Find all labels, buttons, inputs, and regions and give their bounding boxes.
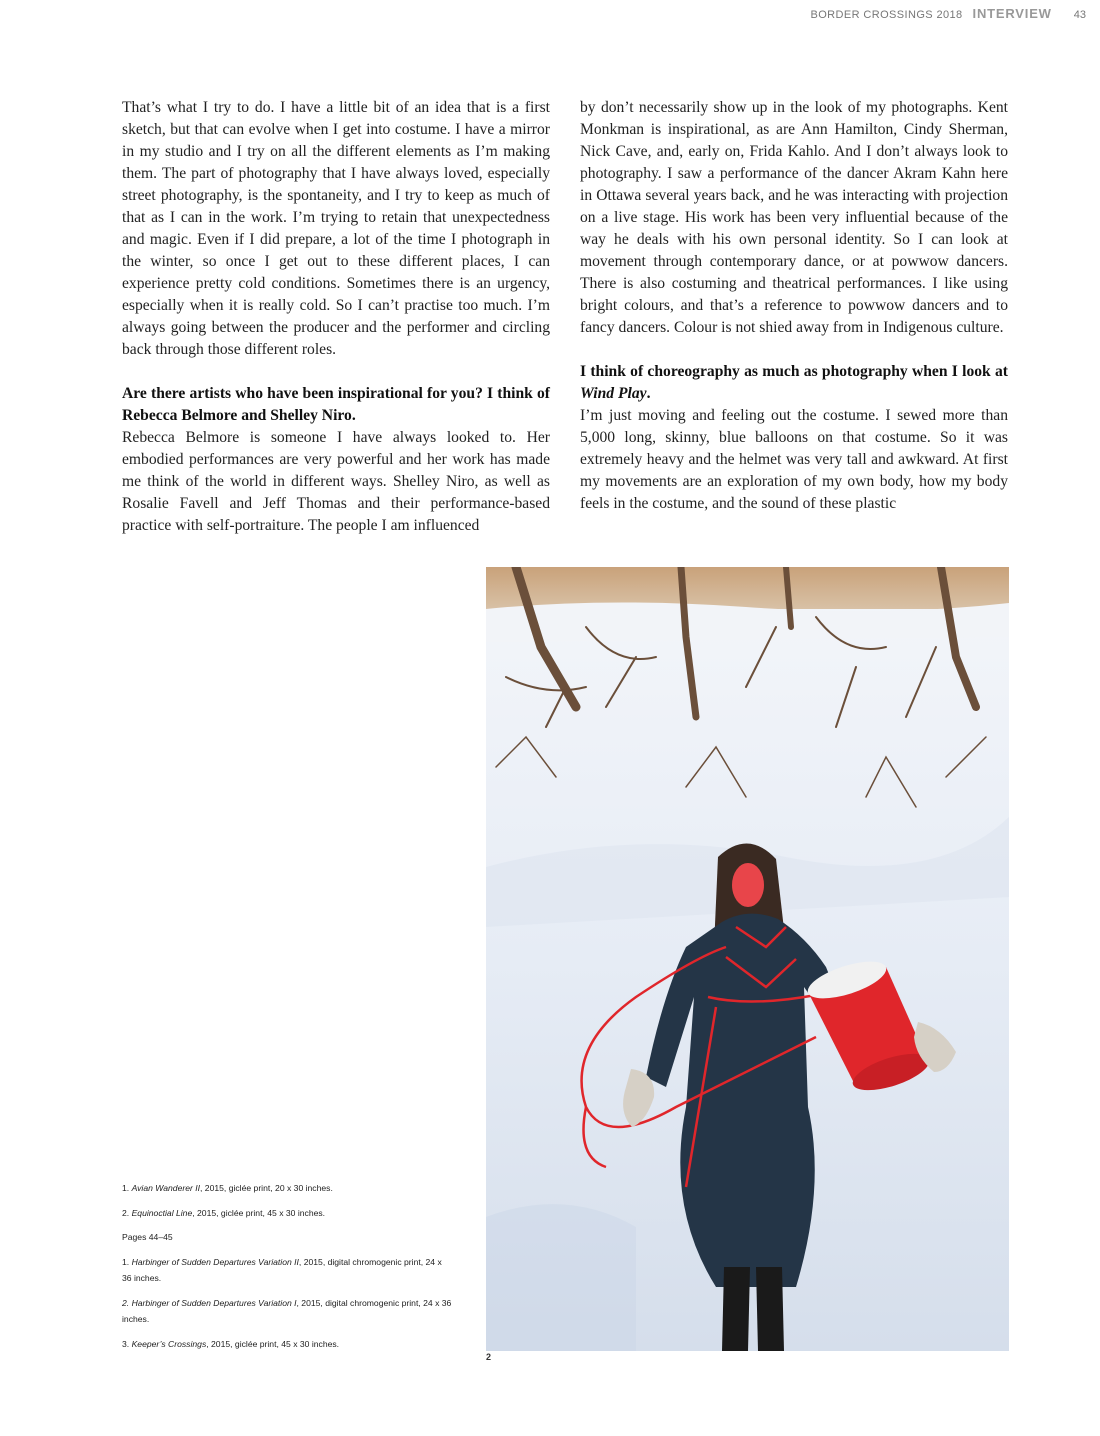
running-header — [810, 6, 1086, 21]
caption — [122, 1180, 452, 1197]
caption-details: , 2015, giclée print, 20 x 30 inches. — [200, 1183, 333, 1193]
question-paragraph — [580, 361, 1008, 405]
caption — [122, 1205, 452, 1222]
caption-prefix: 2. — [122, 1207, 132, 1218]
caption-prefix: 1. — [122, 1183, 132, 1193]
right-text-column — [580, 97, 1008, 515]
answer-paragraph: by don’t necessarily show up in the look of my photographs. Kent Monkman is inspirational, as are Ann Hamilton, Cindy Sherman, Nick Cave, and, early on, Frida Kahlo. And I don’t always look to photography. I saw a performance of the dancer Akram Kahn here in Ottawa several years back, and he was interacting with projection on a live stage. His work has been very influential because of the way he deals with his own personal identity. So I can look at movement through contemporary dance, or at powwow dancers. There is also costuming and theatrical performances. I like using bright colours, and that’s a reference to powwow dancers and to fancy dancers. Colour is not shied away from in Indigenous culture. — [580, 99, 1008, 336]
caption — [122, 1254, 452, 1287]
publication-name: BORDER CROSSINGS 2018 — [810, 9, 963, 21]
figure-number: 2 — [486, 1352, 492, 1362]
caption-details: Pages 44–45 — [122, 1232, 173, 1242]
photo-illustration — [486, 567, 1009, 1351]
caption-prefix: 2. — [122, 1297, 132, 1308]
artwork-title: Wind Play — [580, 385, 647, 402]
caption-details: , 2015, digital chromogenic print, 24 x 36 inches. — [122, 1297, 452, 1324]
caption-details: , 2015, giclée print, 45 x 30 inches. — [192, 1207, 326, 1218]
question-paragraph: Are there artists who have been inspirational for you? I think of Rebecca Belmore and Shelley Niro. — [122, 385, 550, 424]
caption-details: , 2015, giclée print, 45 x 30 inches. — [206, 1338, 340, 1349]
caption — [122, 1336, 452, 1353]
question-end: . — [646, 385, 651, 402]
caption-title: Harbinger of Sudden Departures Variation II — [131, 1256, 299, 1267]
question-text: I think of choreography as much as photography when I look at — [580, 363, 1008, 380]
caption — [122, 1295, 452, 1328]
caption-title: Keeper’s Crossings — [131, 1338, 207, 1349]
caption-prefix: 3. — [122, 1338, 132, 1349]
artwork-photograph — [486, 567, 1009, 1351]
answer-paragraph: That’s what I try to do. I have a little bit of an idea that is a first sketch, but that can evolve when I get into costume. I have a mirror in my studio and I try on all the different elements as I’m making them. The part of photography that I have always loved, especially street photography, is the spontaneity, and I try to keep as much of that as I can in the work. I’m trying to retain that unexpectedness and magic. Even if I did prepare, a lot of the time I photograph in the winter, so once I get out to these different places, I can experience pretty cold conditions. Sometimes there is an urgency, especially when it is really cold. So I can’t practise too much. I’m always going between the producer and the performer and circling back through those different roles. — [122, 99, 550, 358]
caption-title: Equinoctial Line — [131, 1207, 193, 1218]
section-label: INTERVIEW — [972, 6, 1052, 21]
caption-pages-heading — [122, 1229, 452, 1246]
caption-title: Harbinger of Sudden Departures Variation I — [131, 1297, 297, 1308]
caption-details: , 2015, digital chromogenic print, 24 x 36 inches. — [122, 1256, 442, 1283]
left-text-column — [122, 97, 550, 537]
answer-paragraph: Rebecca Belmore is someone I have always looked to. Her embodied performances are very powerful and her work has made me think of the world in different ways. Shelley Niro, as well as Rosalie Favell and Jeff Thomas and their performance-based practice with self-portraiture. The people I am influenced — [122, 429, 550, 534]
captions-block — [122, 1180, 452, 1360]
caption-title: Avian Wanderer II — [131, 1183, 201, 1193]
page-number: 43 — [1073, 9, 1086, 21]
caption-prefix: 1. — [122, 1256, 132, 1267]
answer-paragraph: I’m just moving and feeling out the costume. I sewed more than 5,000 long, skinny, blue balloons on that costume. So it was extremely heavy and the helmet was very tall and awkward. At first my movements are an exploration of my own body, how my body feels in the costume, and the sound of these plastic — [580, 407, 1008, 512]
